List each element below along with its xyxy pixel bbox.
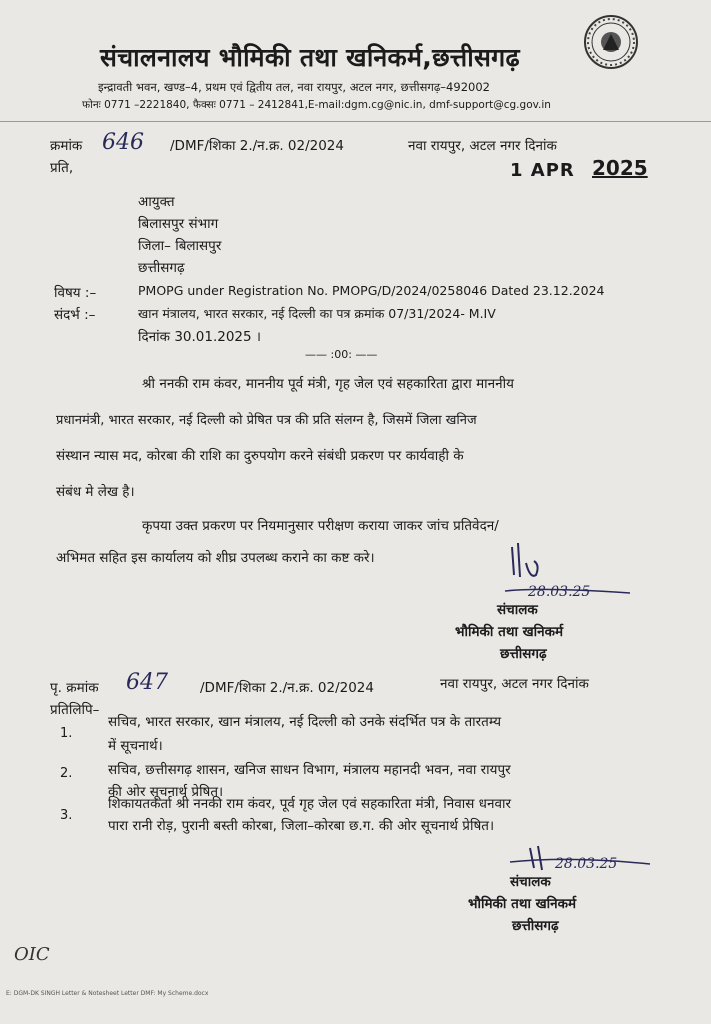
copy-item-line: सचिव, छत्तीसगढ़ शासन, खनिज साधन विभाग, मंत्रालय महानदी भवन, नवा रायपुर xyxy=(108,762,511,778)
copy-item-line: में सूचनार्थ। xyxy=(108,738,163,754)
header-rule xyxy=(0,121,711,122)
signature-date: 28.03.25 xyxy=(555,856,618,872)
para1-line: श्री ननकी राम कंवर, माननीय पूर्व मंत्री, गृह जेल एवं सहकारिता द्वारा माननीय xyxy=(142,376,514,392)
para2-line: अभिमत सहित इस कार्यालय को शीघ्र उपलब्ध कराने का कष्ट करे। xyxy=(56,550,375,566)
copy-ref-label: पृ. क्रमांक xyxy=(50,680,99,696)
place-date-label: नवा रायपुर, अटल नगर दिनांक xyxy=(408,138,557,154)
ref-label: क्रमांक xyxy=(50,138,83,154)
para1-line: प्रधानमंत्री, भारत सरकार, नई दिल्ली को प्रेषित पत्र की प्रति संलग्न है, जिसमें जिला खनिज xyxy=(56,413,477,428)
footer-note: E: DGM-DK SINGH Letter & Notesheet Letter DMF: My Scheme.docx xyxy=(6,990,209,997)
margin-note: OIC xyxy=(14,944,50,965)
copy-ref-file-number: /DMF/शिका 2./न.क्र. 02/2024 xyxy=(200,680,374,696)
copy-ref-number-handwritten: 647 xyxy=(126,670,168,695)
signatory-department: भौमिकी तथा खनिकर्म xyxy=(468,896,577,912)
signatory-title: संचालक xyxy=(510,874,551,890)
recipient-line-1: आयुक्त xyxy=(138,194,175,210)
signatory-state: छत्तीसगढ़ xyxy=(512,918,559,934)
copy-item-number: 3. xyxy=(60,808,73,823)
copy-item-line: शिकायतकर्ता श्री ननकी राम कंवर, पूर्व गृह जेल एवं सहकारिता मंत्री, निवास धनवार xyxy=(108,796,512,812)
para1-line: संबंध मे लेख है। xyxy=(56,484,135,500)
copy-item-line: की ओर सूचनार्थ प्रेषित। xyxy=(108,784,224,800)
to-label: प्रति, xyxy=(50,160,74,176)
ref-file-number: /DMF/शिका 2./न.क्र. 02/2024 xyxy=(170,138,344,154)
signature-date: 28.03.25 xyxy=(528,584,591,600)
reference-text-line-1: खान मंत्रालय, भारत सरकार, नई दिल्ली का पत्र क्रमांक 07/31/2024- M.IV xyxy=(138,306,496,321)
signatory-department: भौमिकी तथा खनिकर्म xyxy=(455,624,564,640)
para2-line: कृपया उक्त प्रकरण पर नियमानुसार परीक्षण कराया जाकर जांच प्रतिवेदन/ xyxy=(142,518,499,534)
signatory-state: छत्तीसगढ़ xyxy=(500,646,547,662)
letterhead-title: संचालनालय भौमिकी तथा खनिकर्म,छत्तीसगढ़ xyxy=(100,43,520,72)
subject-label: विषय :– xyxy=(54,285,97,301)
copy-label: प्रतिलिपि– xyxy=(50,702,100,718)
recipient-line-2: बिलासपुर संभाग xyxy=(138,216,219,232)
copy-item-number: 2. xyxy=(60,766,73,781)
recipient-line-4: छत्तीसगढ़ xyxy=(138,260,185,276)
letterhead-contact: फोनः 0771 –2221840, फैक्सः 0771 – 2412841,E-mail:dgm.cg@nic.in, dmf-support@cg.gov.in xyxy=(82,99,551,111)
copy-item-number: 1. xyxy=(60,726,73,741)
reference-text-line-2: दिनांक 30.01.2025 । xyxy=(138,329,262,345)
copy-place-date-label: नवा रायपुर, अटल नगर दिनांक xyxy=(440,676,589,692)
reference-label: संदर्भ :– xyxy=(54,307,96,323)
subject-text: PMOPG under Registration No. PMOPG/D/2024/0258046 Dated 23.12.2024 xyxy=(138,283,605,298)
copy-item-line: पारा रानी रोड़, पुरानी बस्ती कोरबा, जिला–कोरबा छ.ग. की ओर सूचनार्थ प्रेषित। xyxy=(108,818,495,834)
date-stamp-year: 2025 xyxy=(592,156,648,180)
date-stamp: 1 APR xyxy=(510,160,575,181)
copy-item-line: सचिव, भारत सरकार, खान मंत्रालय, नई दिल्ली को उनके संदर्भित पत्र के तारतम्य xyxy=(108,714,502,730)
ref-number-handwritten: 646 xyxy=(102,130,144,155)
state-emblem-seal-icon xyxy=(583,14,639,70)
signatory-title: संचालक xyxy=(497,602,538,618)
letterhead-address: इन्द्रावती भवन, खण्ड–4, प्रथम एवं द्वितीय तल, नवा रायपुर, अटल नगर, छत्तीसगढ़–492002 xyxy=(98,80,490,94)
recipient-line-3: जिला– बिलासपुर xyxy=(138,238,222,254)
separator: —— :00: —— xyxy=(305,348,378,361)
para1-line: संस्थान न्यास मद, कोरबा की राशि का दुरुपयोग करने संबंधी प्रकरण पर कार्यवाही के xyxy=(56,448,464,464)
